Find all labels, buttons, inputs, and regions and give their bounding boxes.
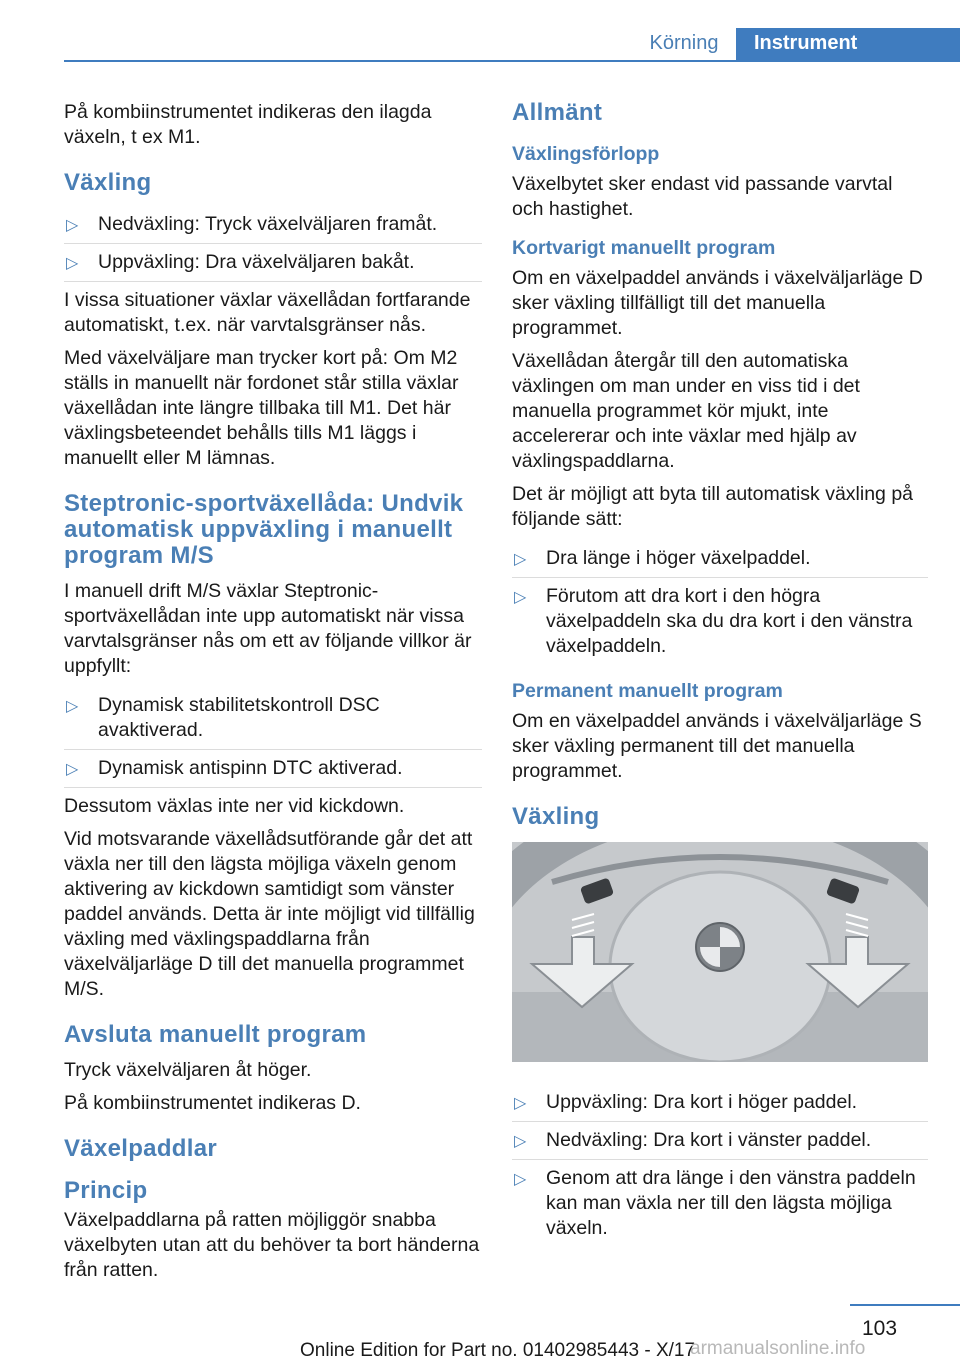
heading-vaxling-right: Växling bbox=[512, 803, 600, 830]
steering-wheel-paddles-image bbox=[512, 842, 928, 1062]
triangle-bullet-icon: ▷ bbox=[66, 217, 79, 234]
heading-vaxlingsforlopp: Växlingsförlopp bbox=[512, 143, 660, 165]
heading-permanent: Permanent manuellt program bbox=[512, 680, 783, 702]
list-item: ▷ Uppväxling: Dra kort i höger paddel. bbox=[512, 1084, 928, 1122]
paragraph: Växellådan återgår till den automatiska växlingen om man under en viss tid i det manuella programmet kör mjukt, inte accelererar och inte växlar med hjälp av växlingspaddlarna. bbox=[512, 350, 860, 472]
triangle-bullet-icon: ▷ bbox=[514, 589, 527, 606]
heading-princip: Princip bbox=[64, 1177, 148, 1204]
list-item: ▷ Uppväxling: Dra växelväljaren bakåt. bbox=[64, 244, 482, 282]
heading-kortvarigt: Kortvarigt manuellt program bbox=[512, 237, 776, 259]
list-item: ▷ Förutom att dra kort i den högra växelpaddeln ska du dra kort i den vänstra växelpaddeln. bbox=[514, 585, 913, 657]
intro-paragraph: På kombiinstrumentet indikeras den ilagda växeln, t ex M1. bbox=[64, 101, 432, 148]
list-item: ▷ Genom att dra länge i den vänstra paddeln kan man växla ner till den lägsta möjliga växeln. bbox=[514, 1167, 916, 1239]
list-item: ▷ Dynamisk antispinn DTC aktiverad. bbox=[64, 750, 482, 788]
paragraph: I manuell drift M/S växlar Steptronic-sportväxellådan inte upp automatiskt när vissa varvtalsgränser nås om ett av följande villkor är uppfyllt: bbox=[64, 580, 472, 677]
paragraph: Dessutom växlas inte ner vid kickdown. bbox=[64, 795, 405, 817]
steptronic-list bbox=[64, 687, 482, 788]
paragraph: Om en växelpaddel används i växelväljarläge S sker växling permanent till det manuella programmet. bbox=[512, 710, 922, 782]
triangle-bullet-icon: ▷ bbox=[514, 1095, 527, 1112]
triangle-bullet-icon: ▷ bbox=[66, 698, 79, 715]
page-number: 103 bbox=[862, 1317, 898, 1340]
heading-allmant: Allmänt bbox=[512, 99, 603, 126]
paragraph: Tryck växelväljaren åt höger. bbox=[64, 1059, 312, 1081]
list-item: ▷ Nedväxling: Dra kort i vänster paddel. bbox=[512, 1122, 928, 1160]
paragraph: Det är möjligt att byta till automatisk växling på följande sätt: bbox=[512, 483, 914, 530]
triangle-bullet-icon: ▷ bbox=[514, 1171, 527, 1188]
triangle-bullet-icon: ▷ bbox=[514, 551, 527, 568]
left-column bbox=[64, 100, 482, 1291]
heading-vaxling: Växling bbox=[64, 169, 152, 196]
heading-steptronic: Steptronic-sportväxellåda: Undvik automatisk uppväxling i manuellt program M/S bbox=[64, 490, 464, 569]
paragraph: Med växelväljare man trycker kort på: Om M2 ställs in manuellt när fordonet står stilla växlar växellådan inte längre tillbaka till M1. Det här växlingsbeteendet behålls tills M1 läggs i manuellt eller M lämnas. bbox=[64, 347, 459, 469]
watermark: armanualsonline.info bbox=[690, 1338, 866, 1359]
list-item: ▷ Nedväxling: Tryck växelväljaren framåt. bbox=[64, 206, 482, 244]
list-item: ▷ Dynamisk stabilitetskontroll DSC avaktiverad. bbox=[64, 687, 482, 750]
heading-vaxelpaddlar: Växelpaddlar bbox=[64, 1135, 218, 1162]
header-section-tab[interactable]: Körning bbox=[649, 32, 719, 54]
right-column bbox=[512, 100, 928, 1253]
paddle-list bbox=[512, 1084, 928, 1247]
triangle-bullet-icon: ▷ bbox=[66, 255, 79, 272]
header-rule bbox=[64, 60, 960, 62]
paragraph: Om en växelpaddel används i växelväljarläge D sker växling tillfälligt till det manuella programmet. bbox=[512, 267, 923, 339]
edition-note: Online Edition for Part no. 01402985443 - X/17 bbox=[300, 1340, 696, 1361]
paragraph: I vissa situationer växlar växellådan fortfarande automatiskt, t.ex. när varvtalsgränser nås. bbox=[64, 289, 471, 336]
steering-wheel-illustration bbox=[512, 842, 928, 1062]
list-item: ▷ Dra länge i höger växelpaddel. bbox=[512, 540, 928, 578]
header-chapter-tab[interactable]: Instrument bbox=[736, 28, 960, 62]
triangle-bullet-icon: ▷ bbox=[514, 1133, 527, 1150]
heading-avsluta: Avsluta manuellt program bbox=[64, 1021, 367, 1048]
paragraph: Växelpaddlarna på ratten möjliggör snabba växelbyten utan att du behöver ta bort händerna från ratten. bbox=[64, 1209, 480, 1281]
paragraph: Vid motsvarande växellådsutförande går det att växla ner till den lägsta möjliga växeln genom aktivering av kickdown samtidigt som vänster paddel används. Detta är inte möjligt vid tillfällig växling med växlingspaddlarna från växelväljarläge D till det manuella programmet M/S. bbox=[64, 828, 475, 1000]
paragraph: Växelbytet sker endast vid passande varvtal och hastighet. bbox=[512, 173, 893, 220]
vaxling-list bbox=[64, 206, 482, 282]
byte-list bbox=[512, 540, 928, 665]
triangle-bullet-icon: ▷ bbox=[66, 761, 79, 778]
footer-rule bbox=[850, 1304, 960, 1306]
paragraph: På kombiinstrumentet indikeras D. bbox=[64, 1092, 361, 1114]
